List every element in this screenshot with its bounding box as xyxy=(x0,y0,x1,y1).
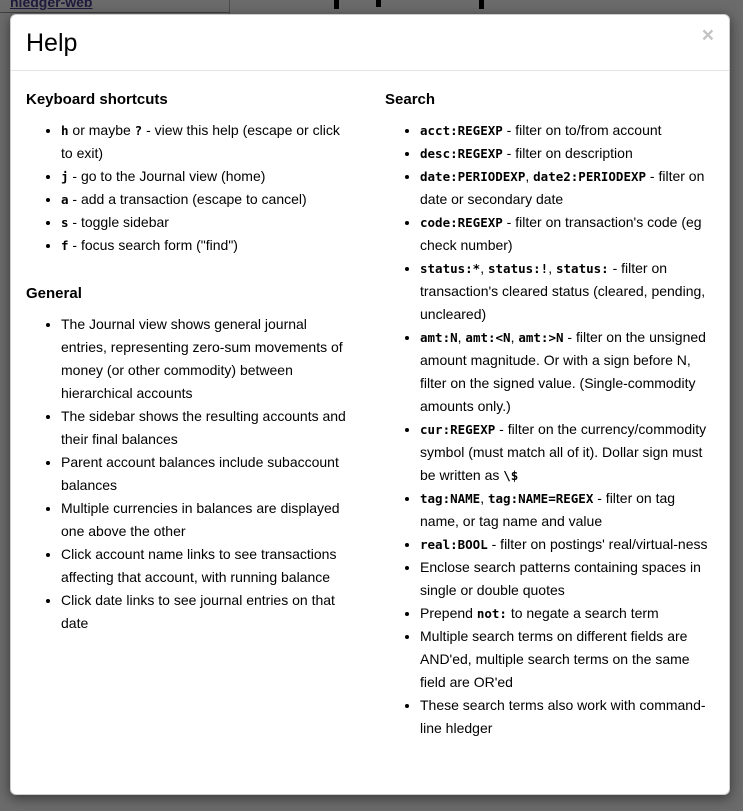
code-term: code:REGEXP xyxy=(420,215,503,230)
code-term: j xyxy=(61,169,69,184)
help-modal xyxy=(10,14,730,795)
code-term: \$ xyxy=(503,468,519,483)
code-term: not: xyxy=(476,606,507,621)
code-term: date2:PERIODEXP xyxy=(533,169,647,184)
code-term: acct:REGEXP xyxy=(420,123,503,138)
list-item: • Prepend not: to negate a search term xyxy=(420,602,714,625)
left-column xyxy=(11,91,370,635)
general-list xyxy=(26,313,355,635)
code-term: tag:NAME=REGEX xyxy=(488,491,594,506)
list-item: • The sidebar shows the resulting accounts and their final balances xyxy=(61,405,355,451)
list-item: • code:REGEXP - filter on transaction's code (eg check number) xyxy=(420,211,714,257)
list-item: • real:BOOL - filter on postings' real/virtual-ness xyxy=(420,533,714,556)
code-term: amt:<N xyxy=(465,330,511,345)
right-column xyxy=(370,91,729,740)
code-term: a xyxy=(61,192,69,207)
list-item: • Parent account balances include subaccount balances xyxy=(61,451,355,497)
code-term: amt:N xyxy=(420,330,458,345)
section-heading: General xyxy=(26,285,82,302)
code-term: ? xyxy=(134,123,143,138)
list-item: • j - go to the Journal view (home) xyxy=(61,165,355,188)
code-term: f xyxy=(61,238,69,253)
code-term: amt:>N xyxy=(518,330,564,345)
keyboard-shortcuts-list xyxy=(26,119,355,257)
code-term: date:PERIODEXP xyxy=(420,169,526,184)
list-item: • tag:NAME, tag:NAME=REGEX - filter on tag name, or tag name and value xyxy=(420,487,714,533)
code-term: h xyxy=(61,123,69,138)
code-term: cur:REGEXP xyxy=(420,422,496,437)
close-icon[interactable]: × xyxy=(701,24,714,47)
code-term: desc:REGEXP xyxy=(420,146,503,161)
list-item: • cur:REGEXP - filter on the currency/commodity symbol (must match all of it). Dollar sign must be written as \$ xyxy=(420,418,714,487)
code-term: tag:NAME xyxy=(420,491,481,506)
code-term: real:BOOL xyxy=(420,537,488,552)
list-item: • desc:REGEXP - filter on description xyxy=(420,142,714,165)
list-item: • Multiple search terms on different fields are AND'ed, multiple search terms on the same field are OR'ed xyxy=(420,625,714,694)
list-item: • Enclose search patterns containing spaces in single or double quotes xyxy=(420,556,714,602)
list-item: • a - add a transaction (escape to cancel) xyxy=(61,188,355,211)
modal-body xyxy=(11,71,729,774)
list-item: • amt:N, amt:<N, amt:>N - filter on the unsigned amount magnitude. Or with a sign before N, filter on the signed value. (Single-commodity amounts only.) xyxy=(420,326,714,418)
section-heading: Keyboard shortcuts xyxy=(26,91,168,108)
list-item: • s - toggle sidebar xyxy=(61,211,355,234)
list-item: • h or maybe ? - view this help (escape or click to exit) xyxy=(61,119,355,165)
modal-title: Help xyxy=(26,29,78,57)
list-item: • Click account name links to see transactions affecting that account, with running balance xyxy=(61,543,355,589)
code-term: s xyxy=(61,215,69,230)
section-heading: Search xyxy=(385,91,436,108)
section-search xyxy=(385,91,714,740)
list-item: • Multiple currencies in balances are displayed one above the other xyxy=(61,497,355,543)
list-item: • These search terms also work with command-line hledger xyxy=(420,694,714,740)
code-term: status:* xyxy=(420,261,481,276)
section-keyboard-shortcuts xyxy=(26,91,355,257)
modal-header xyxy=(11,15,729,71)
code-term: status:! xyxy=(488,261,549,276)
list-item: • Click date links to see journal entries on that date xyxy=(61,589,355,635)
section-general xyxy=(26,285,355,635)
list-item: • acct:REGEXP - filter on to/from account xyxy=(420,119,714,142)
list-item: • status:*, status:!, status: - filter on transaction's cleared status (cleared, pending, uncleared) xyxy=(420,257,714,326)
search-list xyxy=(385,119,714,740)
code-term: status: xyxy=(556,261,609,276)
list-item: • The Journal view shows general journal entries, representing zero-sum movements of money (or other commodity) between hierarchical accounts xyxy=(61,313,355,405)
list-item: • f - focus search form ("find") xyxy=(61,234,355,257)
list-item: • date:PERIODEXP, date2:PERIODEXP - filter on date or secondary date xyxy=(420,165,714,211)
